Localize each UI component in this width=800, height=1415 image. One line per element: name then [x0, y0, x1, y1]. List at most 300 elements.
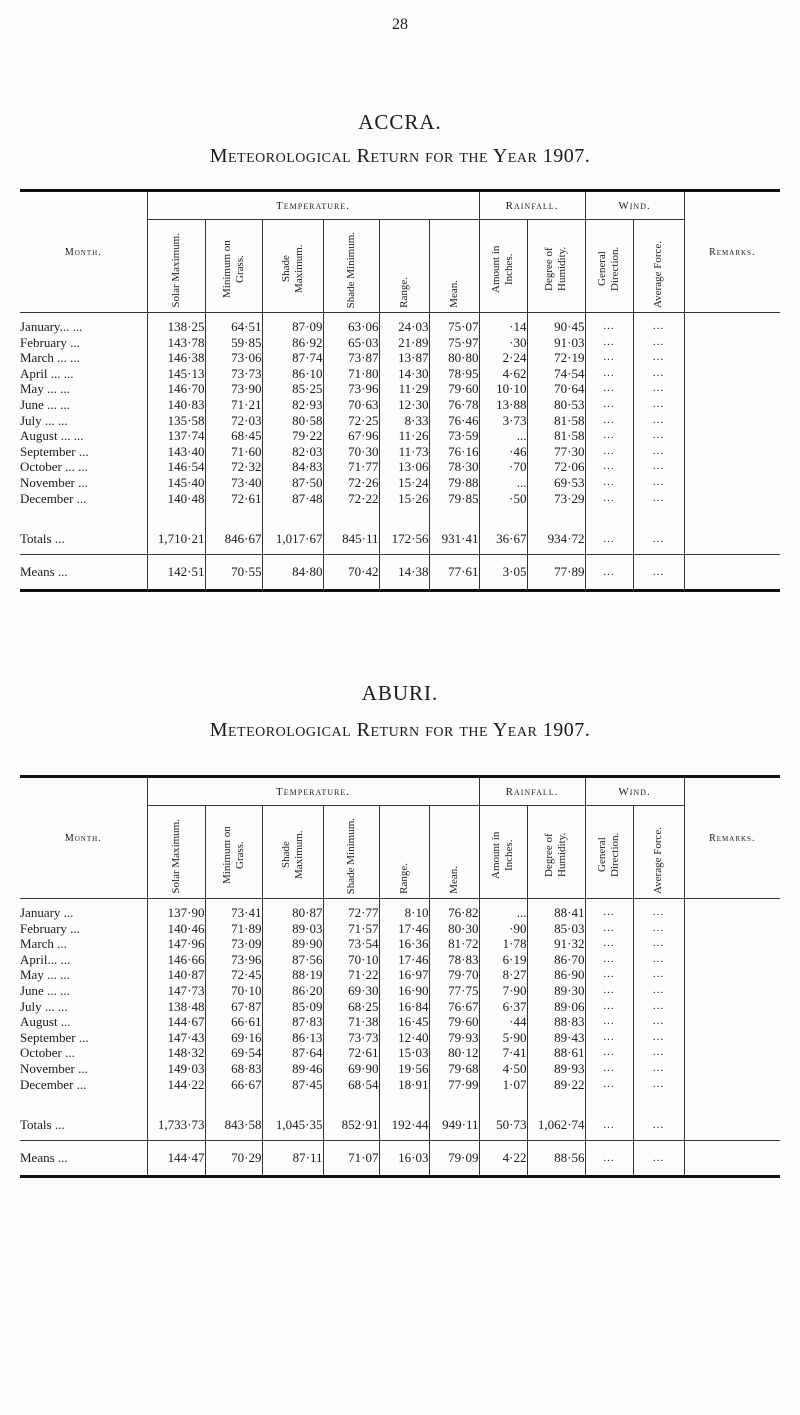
humidity-cell: 90·45 [527, 313, 585, 335]
shade-maximum-cell: 87·48 [262, 491, 323, 507]
minimum-on-grass-cell: 73·41 [205, 899, 262, 921]
general-direction-header: General Direction. [596, 246, 622, 292]
month-cell: October ... [20, 1045, 75, 1061]
rainfall-amount-cell: 3·73 [479, 413, 527, 429]
humidity-cell: 91·03 [527, 335, 585, 351]
humidity-cell: 89·06 [527, 999, 585, 1015]
shade-maximum-cell: 87·11 [262, 1141, 323, 1177]
solar-maximum-cell: 146·54 [147, 459, 205, 475]
wind-force-cell: ... [633, 936, 684, 952]
amount-in-inches-header: Amount in Inches. [490, 831, 516, 879]
shade-maximum-cell: 84·80 [262, 555, 323, 591]
wind-direction-cell: ... [585, 1110, 633, 1141]
minimum-on-grass-cell: 846·67 [205, 524, 262, 555]
rainfall-amount-cell: 1·07 [479, 1077, 527, 1093]
wind-force-cell: ... [633, 1014, 684, 1030]
table-row [20, 936, 780, 952]
mean-cell: 79·09 [429, 1141, 479, 1177]
rainfall-amount-cell: ... [479, 475, 527, 491]
remarks-cell [684, 899, 780, 921]
minimum-on-grass-cell: 73·73 [205, 366, 262, 382]
wind-direction-cell: ... [585, 475, 633, 491]
solar-maximum-cell: 145·13 [147, 366, 205, 382]
shade-maximum-cell: 86·20 [262, 983, 323, 999]
rainfall-amount-cell: ·44 [479, 1014, 527, 1030]
totals-row [20, 1110, 780, 1141]
table-row [20, 335, 780, 351]
humidity-cell: 88·56 [527, 1141, 585, 1177]
shade-maximum-cell: 87·45 [262, 1077, 323, 1093]
shade-minimum-cell: 72·26 [323, 475, 379, 491]
wind-direction-cell: ... [585, 936, 633, 952]
wind-direction-cell: ... [585, 381, 633, 397]
solar-maximum-cell: 1,733·73 [147, 1110, 205, 1141]
minimum-on-grass-cell: 68·45 [205, 428, 262, 444]
minimum-on-grass-cell: 71·60 [205, 444, 262, 460]
temperature-header: Temperature. [147, 191, 479, 220]
solar-maximum-cell: 144·47 [147, 1141, 205, 1177]
solar-maximum-cell: 137·90 [147, 899, 205, 921]
shade-maximum-cell: 85·25 [262, 381, 323, 397]
wind-direction-cell: ... [585, 491, 633, 507]
humidity-cell: 88·83 [527, 1014, 585, 1030]
range-cell: 17·46 [379, 921, 429, 937]
shade-maximum-cell: 87·56 [262, 952, 323, 968]
shade-maximum-cell: 87·74 [262, 350, 323, 366]
solar-maximum-cell: 140·48 [147, 491, 205, 507]
range-cell: 11·73 [379, 444, 429, 460]
minimum-on-grass-header: Minimum on Grass. [220, 826, 246, 884]
mean-cell: 80·80 [429, 350, 479, 366]
wind-direction-cell: ... [585, 921, 633, 937]
shade-minimum-cell: 73·87 [323, 350, 379, 366]
mean-cell: 78·30 [429, 459, 479, 475]
wind-force-cell: ... [633, 899, 684, 921]
rainfall-amount-cell: 4·22 [479, 1141, 527, 1177]
wind-direction-cell: ... [585, 1030, 633, 1046]
range-cell: 17·46 [379, 952, 429, 968]
remarks-cell [684, 350, 780, 366]
degree-of-humidity-header: Degree of Humidity. [543, 246, 569, 292]
rainfall-amount-cell: 4·50 [479, 1061, 527, 1077]
month-cell: May ... ... [20, 381, 70, 397]
minimum-on-grass-cell: 72·45 [205, 967, 262, 983]
remarks-cell [684, 936, 780, 952]
mean-cell: 77·61 [429, 555, 479, 591]
mean-header: Mean. [447, 866, 460, 894]
return-title: Meteorological Return for the Year 1907. [209, 719, 591, 741]
humidity-cell: 81·58 [527, 413, 585, 429]
temperature-header: Temperature. [147, 777, 479, 806]
table-row [20, 952, 780, 968]
wind-force-cell: ... [633, 1061, 684, 1077]
month-cell: November ... [20, 474, 88, 490]
table-row [20, 459, 780, 475]
shade-maximum-cell: 79·22 [262, 428, 323, 444]
rainfall-amount-cell: ·46 [479, 444, 527, 460]
rainfall-amount-cell: 8·27 [479, 967, 527, 983]
humidity-cell: 89·43 [527, 1030, 585, 1046]
wind-force-cell: ... [633, 1141, 684, 1177]
rainfall-header: Rainfall. [479, 777, 585, 806]
shade-maximum-cell: 80·58 [262, 413, 323, 429]
means-row [20, 555, 780, 591]
wind-direction-cell: ... [585, 397, 633, 413]
mean-cell: 76·82 [429, 899, 479, 921]
solar-maximum-cell: 140·83 [147, 397, 205, 413]
shade-maximum-cell: 86·10 [262, 366, 323, 382]
rainfall-amount-cell: 10·10 [479, 381, 527, 397]
month-cell: January... ... [20, 319, 83, 334]
shade-minimum-cell: 68·54 [323, 1077, 379, 1093]
humidity-cell: 89·22 [527, 1077, 585, 1093]
wind-direction-cell: ... [585, 899, 633, 921]
wind-direction-cell: ... [585, 1061, 633, 1077]
solar-maximum-header: Solar Maximum. [169, 233, 182, 308]
range-cell: 15·26 [379, 491, 429, 507]
range-header: Range. [397, 863, 410, 894]
remarks-cell [684, 999, 780, 1015]
shade-maximum-cell: 87·64 [262, 1045, 323, 1061]
humidity-cell: 73·29 [527, 491, 585, 507]
humidity-cell: 74·54 [527, 366, 585, 382]
humidity-cell: 77·30 [527, 444, 585, 460]
remarks-cell [684, 313, 780, 335]
wind-direction-cell: ... [585, 983, 633, 999]
mean-cell: 949·11 [429, 1110, 479, 1141]
minimum-on-grass-cell: 72·32 [205, 459, 262, 475]
wind-direction-cell: ... [585, 1077, 633, 1093]
remarks-cell [684, 335, 780, 351]
minimum-on-grass-cell: 73·06 [205, 350, 262, 366]
shade-minimum-cell: 70·10 [323, 952, 379, 968]
minimum-on-grass-cell: 69·54 [205, 1045, 262, 1061]
table-row [20, 381, 780, 397]
mean-cell: 81·72 [429, 936, 479, 952]
shade-minimum-cell: 71·22 [323, 967, 379, 983]
shade-minimum-cell: 71·80 [323, 366, 379, 382]
month-cell: Means ... [20, 564, 68, 580]
shade-minimum-cell: 845·11 [323, 524, 379, 555]
rainfall-amount-cell: 36·67 [479, 524, 527, 555]
humidity-cell: 89·30 [527, 983, 585, 999]
return-title: Meteorological Return for the Year 1907. [209, 145, 591, 167]
remarks-cell [684, 921, 780, 937]
wind-force-cell: ... [633, 524, 684, 555]
table-row [20, 967, 780, 983]
wind-force-cell: ... [633, 475, 684, 491]
rainfall-amount-cell: 50·73 [479, 1110, 527, 1141]
wind-force-cell: ... [633, 555, 684, 591]
month-cell: November ... [20, 1060, 88, 1076]
remarks-cell [684, 459, 780, 475]
wind-direction-cell: ... [585, 444, 633, 460]
remarks-header: Remarks. [684, 777, 780, 899]
remarks-cell [684, 1061, 780, 1077]
table-row [20, 366, 780, 382]
shade-minimum-cell: 852·91 [323, 1110, 379, 1141]
wind-force-cell: ... [633, 952, 684, 968]
minimum-on-grass-cell: 71·89 [205, 921, 262, 937]
rainfall-amount-cell: ... [479, 899, 527, 921]
minimum-on-grass-cell: 66·67 [205, 1077, 262, 1093]
rainfall-amount-cell: 4·62 [479, 366, 527, 382]
mean-cell: 76·67 [429, 999, 479, 1015]
shade-minimum-header: Shade Minimum. [344, 817, 357, 894]
shade-minimum-cell: 63·06 [323, 313, 379, 335]
mean-header: Mean. [447, 280, 460, 308]
table-row [20, 1045, 780, 1061]
wind-direction-cell: ... [585, 428, 633, 444]
range-cell: 16·84 [379, 999, 429, 1015]
month-header: Month. [20, 777, 147, 899]
shade-maximum-cell: 86·13 [262, 1030, 323, 1046]
wind-direction-cell: ... [585, 952, 633, 968]
solar-maximum-cell: 138·25 [147, 313, 205, 335]
table-row [20, 921, 780, 937]
meteorological-table [20, 189, 780, 592]
page-number: 28 [392, 16, 408, 33]
solar-maximum-cell: 148·32 [147, 1045, 205, 1061]
remarks-cell [684, 366, 780, 382]
solar-maximum-cell: 145·40 [147, 475, 205, 491]
rainfall-amount-cell: ·90 [479, 921, 527, 937]
shade-maximum-cell: 82·03 [262, 444, 323, 460]
remarks-cell [684, 428, 780, 444]
solar-maximum-cell: 1,710·21 [147, 524, 205, 555]
table-row [20, 1030, 780, 1046]
rainfall-amount-cell: ... [479, 428, 527, 444]
month-cell: January ... [20, 905, 74, 920]
table-row [20, 350, 780, 366]
wind-force-cell: ... [633, 1030, 684, 1046]
shade-maximum-cell: 87·50 [262, 475, 323, 491]
humidity-cell: 88·61 [527, 1045, 585, 1061]
minimum-on-grass-cell: 67·87 [205, 999, 262, 1015]
wind-header: Wind. [585, 777, 684, 806]
shade-maximum-cell: 89·03 [262, 921, 323, 937]
range-header: Range. [397, 277, 410, 308]
shade-maximum-cell: 89·90 [262, 936, 323, 952]
mean-cell: 80·12 [429, 1045, 479, 1061]
wind-direction-cell: ... [585, 967, 633, 983]
remarks-cell [684, 1077, 780, 1093]
remarks-cell [684, 524, 780, 555]
shade-minimum-cell: 73·73 [323, 1030, 379, 1046]
average-force-header: Average Force. [652, 241, 665, 308]
average-force-header: Average Force. [652, 827, 665, 894]
remarks-cell [684, 952, 780, 968]
month-cell: October ... ... [20, 459, 88, 475]
range-cell: 16·45 [379, 1014, 429, 1030]
shade-minimum-header: Shade Minimum. [344, 231, 357, 308]
wind-force-cell: ... [633, 313, 684, 335]
minimum-on-grass-cell: 72·61 [205, 491, 262, 507]
month-cell: September ... [20, 1029, 89, 1045]
month-cell: April ... ... [20, 365, 74, 381]
remarks-cell [684, 1045, 780, 1061]
remarks-cell [684, 1110, 780, 1141]
solar-maximum-cell: 140·46 [147, 921, 205, 937]
humidity-cell: 80·53 [527, 397, 585, 413]
table-row [20, 444, 780, 460]
mean-cell: 79·88 [429, 475, 479, 491]
remarks-cell [684, 444, 780, 460]
shade-minimum-cell: 69·90 [323, 1061, 379, 1077]
minimum-on-grass-cell: 66·61 [205, 1014, 262, 1030]
rainfall-amount-cell: ·14 [479, 313, 527, 335]
solar-maximum-cell: 142·51 [147, 555, 205, 591]
shade-maximum-cell: 87·83 [262, 1014, 323, 1030]
month-cell: May ... ... [20, 967, 70, 983]
rainfall-amount-cell: ·50 [479, 491, 527, 507]
table-row [20, 1077, 780, 1093]
range-cell: 16·97 [379, 967, 429, 983]
solar-maximum-cell: 138·48 [147, 999, 205, 1015]
shade-minimum-cell: 71·77 [323, 459, 379, 475]
wind-force-cell: ... [633, 491, 684, 507]
month-cell: February ... [20, 920, 80, 936]
range-cell: 24·03 [379, 313, 429, 335]
shade-maximum-cell: 86·92 [262, 335, 323, 351]
shade-minimum-cell: 71·57 [323, 921, 379, 937]
remarks-cell [684, 1030, 780, 1046]
mean-cell: 931·41 [429, 524, 479, 555]
shade-minimum-cell: 65·03 [323, 335, 379, 351]
wind-force-cell: ... [633, 366, 684, 382]
wind-force-cell: ... [633, 999, 684, 1015]
table-row [20, 491, 780, 507]
mean-cell: 73·59 [429, 428, 479, 444]
remarks-cell [684, 967, 780, 983]
humidity-cell: 86·70 [527, 952, 585, 968]
month-cell: June ... ... [20, 982, 70, 998]
wind-direction-cell: ... [585, 459, 633, 475]
month-cell: Means ... [20, 1150, 68, 1166]
range-cell: 16·36 [379, 936, 429, 952]
solar-maximum-cell: 147·73 [147, 983, 205, 999]
range-cell: 12·40 [379, 1030, 429, 1046]
rainfall-amount-cell: ·70 [479, 459, 527, 475]
table-row [20, 397, 780, 413]
range-cell: 16·90 [379, 983, 429, 999]
solar-maximum-cell: 146·70 [147, 381, 205, 397]
range-cell: 11·29 [379, 381, 429, 397]
shade-maximum-header: Shade Maximum. [279, 244, 305, 294]
wind-direction-cell: ... [585, 1045, 633, 1061]
month-cell: September ... [20, 443, 89, 459]
station-name: ACCRA. [358, 110, 442, 134]
shade-minimum-cell: 72·61 [323, 1045, 379, 1061]
shade-maximum-cell: 82·93 [262, 397, 323, 413]
mean-cell: 79·60 [429, 1014, 479, 1030]
wind-force-cell: ... [633, 1077, 684, 1093]
solar-maximum-cell: 146·38 [147, 350, 205, 366]
range-cell: 16·03 [379, 1141, 429, 1177]
general-direction-header: General Direction. [596, 832, 622, 878]
month-cell: Totals ... [20, 1110, 147, 1141]
wind-force-cell: ... [633, 459, 684, 475]
mean-cell: 79·68 [429, 1061, 479, 1077]
solar-maximum-cell: 135·58 [147, 413, 205, 429]
solar-maximum-cell: 144·67 [147, 1014, 205, 1030]
minimum-on-grass-cell: 64·51 [205, 313, 262, 335]
mean-cell: 77·75 [429, 983, 479, 999]
amount-in-inches-header: Amount in Inches. [490, 245, 516, 293]
month-cell: July ... ... [20, 998, 68, 1014]
shade-maximum-cell: 80·87 [262, 899, 323, 921]
rainfall-amount-cell: 6·37 [479, 999, 527, 1015]
humidity-cell: 89·93 [527, 1061, 585, 1077]
rainfall-amount-cell: 7·90 [479, 983, 527, 999]
minimum-on-grass-cell: 73·90 [205, 381, 262, 397]
range-cell: 13·06 [379, 459, 429, 475]
rainfall-amount-cell: 7·41 [479, 1045, 527, 1061]
mean-cell: 76·78 [429, 397, 479, 413]
solar-maximum-cell: 149·03 [147, 1061, 205, 1077]
mean-cell: 75·07 [429, 313, 479, 335]
humidity-cell: 934·72 [527, 524, 585, 555]
wind-force-cell: ... [633, 921, 684, 937]
shade-minimum-cell: 73·54 [323, 936, 379, 952]
shade-minimum-cell: 70·30 [323, 444, 379, 460]
shade-minimum-cell: 70·63 [323, 397, 379, 413]
humidity-cell: 72·06 [527, 459, 585, 475]
wind-force-cell: ... [633, 428, 684, 444]
solar-maximum-cell: 146·66 [147, 952, 205, 968]
minimum-on-grass-cell: 73·40 [205, 475, 262, 491]
rainfall-amount-cell: 2·24 [479, 350, 527, 366]
month-cell: August ... ... [20, 428, 84, 444]
range-cell: 18·91 [379, 1077, 429, 1093]
wind-force-cell: ... [633, 444, 684, 460]
wind-direction-cell: ... [585, 999, 633, 1015]
minimum-on-grass-cell: 70·10 [205, 983, 262, 999]
shade-maximum-cell: 88·19 [262, 967, 323, 983]
remarks-cell [684, 397, 780, 413]
wind-direction-cell: ... [585, 555, 633, 591]
shade-maximum-cell: 1,045·35 [262, 1110, 323, 1141]
rainfall-amount-cell: 6·19 [479, 952, 527, 968]
wind-header: Wind. [585, 191, 684, 220]
range-cell: 14·38 [379, 555, 429, 591]
mean-cell: 78·95 [429, 366, 479, 382]
wind-direction-cell: ... [585, 524, 633, 555]
range-cell: 172·56 [379, 524, 429, 555]
mean-cell: 79·85 [429, 491, 479, 507]
table-row [20, 999, 780, 1015]
means-row [20, 1141, 780, 1177]
shade-maximum-header: Shade Maximum. [279, 830, 305, 880]
wind-force-cell: ... [633, 335, 684, 351]
mean-cell: 75·97 [429, 335, 479, 351]
shade-minimum-cell: 68·25 [323, 999, 379, 1015]
minimum-on-grass-cell: 70·55 [205, 555, 262, 591]
solar-maximum-header: Solar Maximum. [169, 819, 182, 894]
humidity-cell: 77·89 [527, 555, 585, 591]
solar-maximum-cell: 137·74 [147, 428, 205, 444]
humidity-cell: 85·03 [527, 921, 585, 937]
range-cell: 13·87 [379, 350, 429, 366]
remarks-cell [684, 1141, 780, 1177]
range-cell: 11·26 [379, 428, 429, 444]
month-cell: March ... [20, 936, 67, 952]
totals-row [20, 524, 780, 555]
range-cell: 12·30 [379, 397, 429, 413]
shade-minimum-cell: 72·77 [323, 899, 379, 921]
minimum-on-grass-cell: 70·29 [205, 1141, 262, 1177]
shade-minimum-cell: 72·25 [323, 413, 379, 429]
